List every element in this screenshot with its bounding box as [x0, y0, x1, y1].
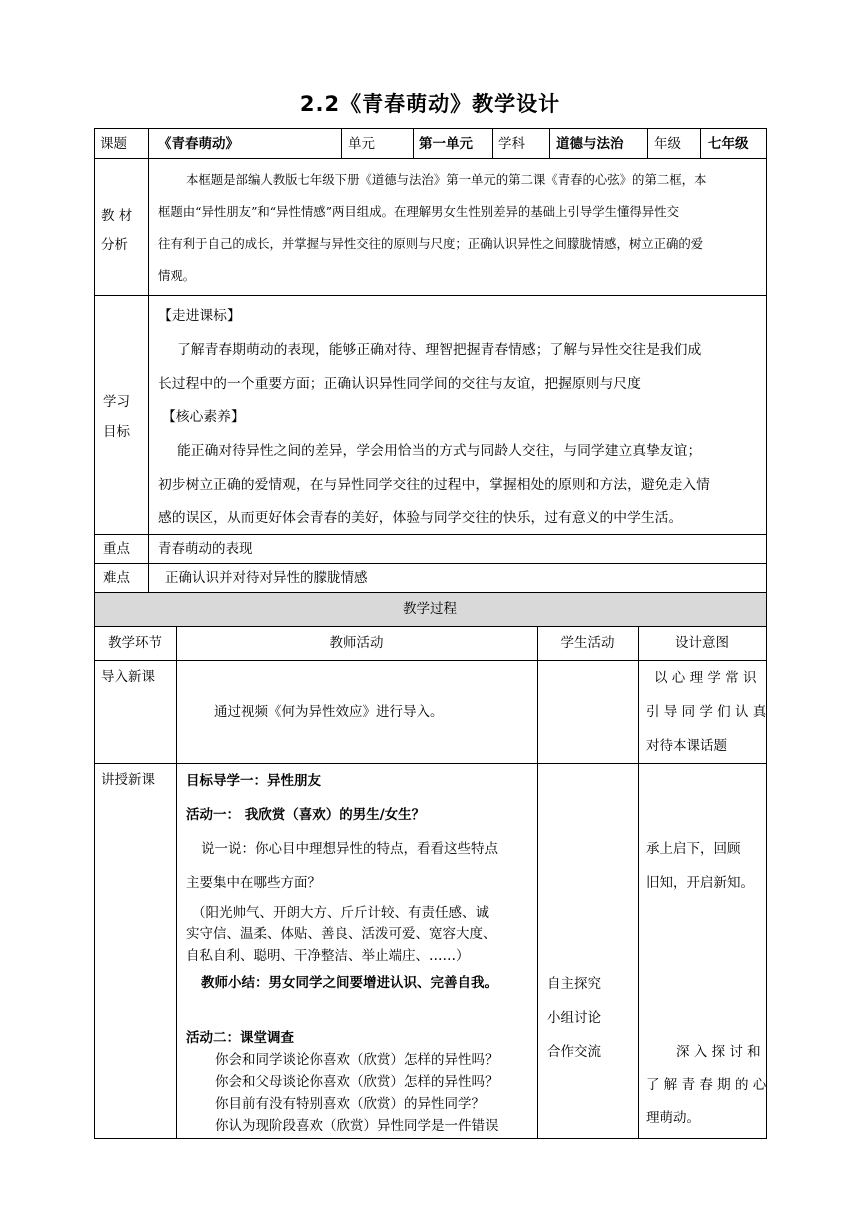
topic-label: 课题	[100, 136, 127, 152]
grade-label: 年级	[654, 136, 681, 152]
analysis-label-line1: 教 材	[101, 208, 133, 224]
grade-value: 七年级	[708, 136, 749, 152]
lecture-intent-line: 承上启下，回顾	[646, 841, 741, 857]
objective-line: 能正确对待异性之间的差异，学会用恰当的方式与同龄人交往，与同学建立真挚友谊；	[177, 443, 702, 459]
difficult-point-value: 正确认识并对待对异性的朦胧情感	[165, 570, 368, 586]
survey-question: 你认为现阶段喜欢（欣赏）异性同学是一件错误	[215, 1118, 499, 1134]
column-header-stage: 教学环节	[108, 635, 162, 651]
analysis-line: 往有利于自己的成长，并掌握与异性交往的原则与尺度；正确认识异性之间朦胧情感，树立正确的爱	[158, 236, 704, 251]
column-header-teacher: 教师活动	[329, 635, 384, 651]
student-activity-line: 合作交流	[547, 1044, 601, 1060]
analysis-line: 框题由“异性朋友”和“异性情感”两目组成。在理解男女生性别差异的基础上引导学生懂得异性交	[158, 204, 679, 219]
lecture-intent-line: 理萌动。	[646, 1110, 700, 1126]
intro-stage: 导入新课	[101, 669, 155, 685]
analysis-line: 本框题是部编人教版七年级下册《道德与法治》第一单元的第二课《青春的心弦》的第二框，本	[186, 172, 707, 187]
subject-value: 道德与法治	[556, 136, 624, 152]
document-title: 2.2《青春萌动》教学设计	[299, 92, 561, 116]
lecture-intent-line: 旧知，开启新知。	[646, 875, 754, 891]
column-header-intent: 设计意图	[675, 635, 729, 651]
traits-line: 实守信、温柔、体贴、善良、活泼可爱、宽容大度、	[186, 926, 497, 942]
objectives-label-line2: 目标	[103, 424, 130, 440]
objectives-label-line1: 学习	[103, 394, 130, 410]
survey-question: 你目前有没有特别喜欢（欣赏）的异性同学？	[215, 1096, 485, 1112]
analysis-line: 情观。	[158, 268, 196, 283]
topic-value: 《青春萌动》	[158, 136, 239, 152]
process-header: 教学过程	[403, 601, 457, 617]
unit-value: 第一单元	[419, 136, 473, 152]
subject-label: 学科	[498, 136, 525, 152]
curriculum-heading: 【走进课标】	[158, 308, 241, 324]
intro-intent-line: 对待本课话题	[646, 738, 727, 754]
objective-line: 感的误区，从而更好体会青春的美好，体验与同学交往的快乐，过有意义的中学生活。	[158, 510, 683, 526]
lecture-stage: 讲授新课	[101, 772, 155, 788]
unit-label: 单元	[348, 136, 375, 152]
intro-intent-line: 以 心 理 学 常 识	[654, 670, 757, 686]
teacher-summary: 教师小结：男女同学之间要增进认识、完善自我。	[201, 975, 498, 991]
key-point-value: 青春萌动的表现	[158, 541, 253, 557]
objective-line: 初步树立正确的爱情观，在与异性同学交往的过程中，掌握相处的原则和方法，避免走入情	[158, 477, 710, 493]
say-line: 说一说：你心目中理想异性的特点，看看这些特点	[201, 841, 498, 857]
goal-one-heading: 目标导学一：异性朋友	[186, 773, 321, 789]
intro-teacher-activity: 通过视频《何为异性效应》进行导入。	[214, 704, 444, 720]
objective-line: 了解青春期萌动的表现，能够正确对待、理智把握青春情感；了解与异性交往是我们成	[177, 342, 702, 358]
traits-line: 自私自利、聪明、干净整洁、举止端庄、……）	[186, 948, 470, 964]
say-line: 主要集中在哪些方面？	[186, 875, 321, 891]
traits-line: （阳光帅气、开朗大方、斤斤计较、有责任感、诚	[192, 905, 489, 921]
intro-intent-line: 引 导 同 学 们 认 真	[646, 704, 767, 720]
core-literacy-heading: 【核心素养】	[162, 409, 245, 425]
survey-question: 你会和父母谈论你喜欢（欣赏）怎样的异性吗？	[215, 1074, 499, 1090]
column-header-student: 学生活动	[560, 635, 615, 651]
analysis-label-line2: 分析	[101, 237, 128, 253]
objective-line: 长过程中的一个重要方面；正确认识异性同学间的交往与友谊，把握原则与尺度	[158, 376, 641, 392]
student-activity-line: 小组讨论	[547, 1010, 601, 1026]
student-activity-line: 自主探究	[547, 976, 601, 992]
lecture-intent-line: 深 入 探 讨 和	[676, 1044, 761, 1060]
activity-two-heading: 活动二：课堂调查	[186, 1030, 294, 1046]
survey-question: 你会和同学谈论你喜欢（欣赏）怎样的异性吗？	[215, 1052, 499, 1068]
activity-one-heading: 活动一： 我欣赏（喜欢）的男生/女生？	[186, 807, 426, 823]
key-point-label: 重点	[103, 541, 130, 557]
difficult-point-label: 难点	[103, 570, 130, 586]
lecture-intent-line: 了 解 青 春 期 的 心	[646, 1077, 767, 1093]
